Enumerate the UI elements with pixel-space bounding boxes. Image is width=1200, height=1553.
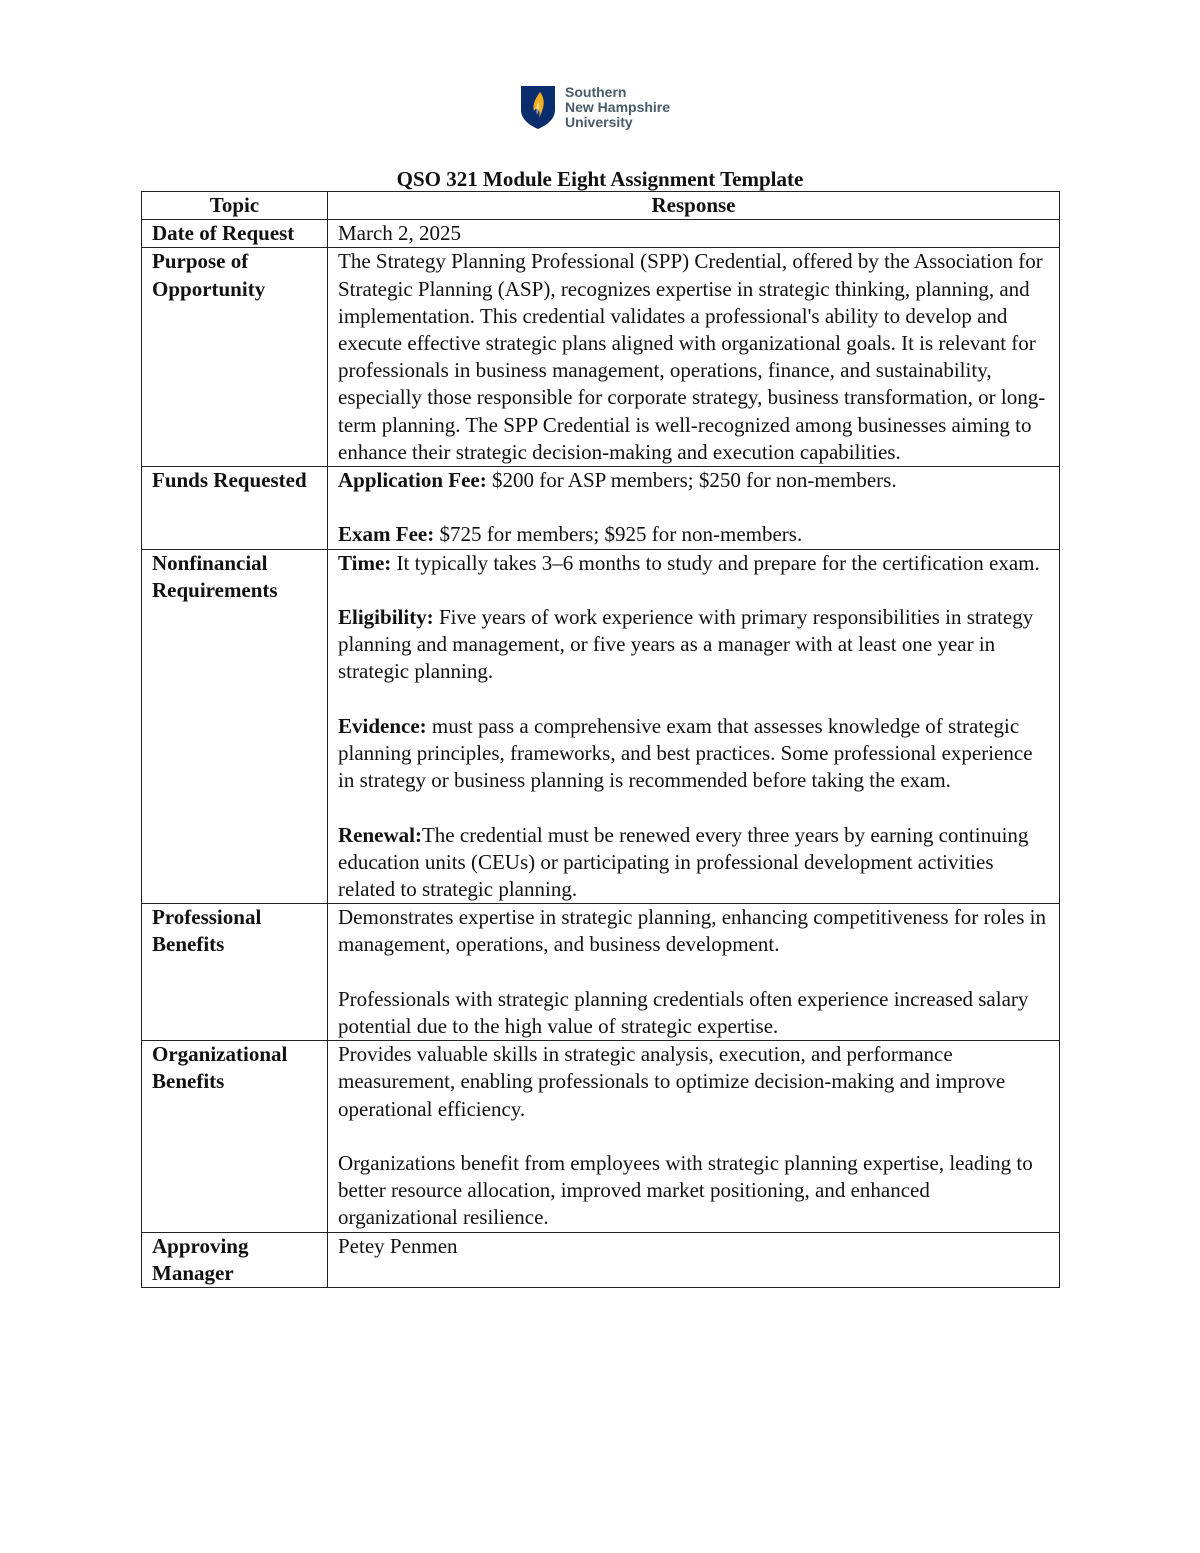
topic-cell: Approving Manager: [142, 1232, 328, 1287]
logo-line-2: New Hampshire: [565, 98, 671, 115]
topic-cell: Date of Request: [142, 220, 328, 248]
snhu-shield-icon: [519, 84, 557, 130]
header-topic: Topic: [142, 192, 328, 220]
university-logo: [519, 84, 670, 130]
response-cell: [328, 467, 1060, 550]
organizational-benefit-2: Organizations benefit from employees with strategic planning expertise, leading to better resource allocation, improved market positioning, and enhanced organizational resilience.: [338, 1151, 1033, 1230]
response-cell: [328, 1041, 1060, 1232]
evidence-label: Evidence:: [338, 713, 427, 738]
eligibility-text: Five years of work experience with primary responsibilities in strategy planning and management, or five years as a manager with at least one year in strategic planning.: [338, 605, 1034, 684]
row-date-of-request: [142, 220, 1060, 248]
professional-benefit-1: Demonstrates expertise in strategic planning, enhancing competitiveness for roles in management, operations, and business development.: [338, 905, 1046, 957]
row-approving-manager: [142, 1232, 1060, 1287]
topic-cell: Nonfinancial Requirements: [142, 549, 328, 904]
header-row: [142, 192, 1060, 220]
exam-fee-label: Exam Fee:: [338, 522, 435, 547]
logo-wordmark: [565, 85, 670, 130]
application-fee-label: Application Fee:: [338, 468, 487, 493]
row-funds-requested: [142, 467, 1060, 550]
topic-cell: Funds Requested: [142, 467, 328, 550]
row-purpose: [142, 248, 1060, 467]
logo-line-1: Southern: [565, 83, 627, 100]
response-cell: March 2, 2025: [328, 220, 1060, 248]
topic-cell: Professional Benefits: [142, 904, 328, 1041]
row-organizational-benefits: [142, 1041, 1060, 1232]
response-cell: [328, 549, 1060, 904]
renewal-label: Renewal:: [338, 822, 422, 847]
response-cell: [328, 904, 1060, 1041]
logo-line-3: University: [565, 113, 633, 130]
topic-cell: Organizational Benefits: [142, 1041, 328, 1232]
header-response: Response: [328, 192, 1060, 220]
eligibility-label: Eligibility:: [338, 605, 434, 630]
assignment-table: [141, 191, 1060, 1288]
row-professional-benefits: [142, 904, 1060, 1041]
row-nonfinancial: [142, 549, 1060, 904]
exam-fee-text: $725 for members; $925 for non-members.: [434, 522, 803, 547]
evidence-text: must pass a comprehensive exam that assesses knowledge of strategic planning principles, frameworks, and best practices. Some professional experience in strategy or business planning is recommended before taking the exam.: [338, 713, 1033, 793]
time-label: Time:: [338, 550, 392, 575]
professional-benefit-2: Professionals with strategic planning credentials often experience increased salary potential due to the high value of strategic expertise.: [338, 986, 1029, 1039]
application-fee-text: $200 for ASP members; $250 for non-members.: [486, 468, 897, 493]
response-cell: Petey Penmen: [328, 1232, 1060, 1287]
organizational-benefit-1: Provides valuable skills in strategic analysis, execution, and performance measurement, enabling professionals to optimize decision-making and improve operational efficiency.: [338, 1042, 1006, 1121]
renewal-text: The credential must be renewed every three years by earning continuing education units (CEUs) or participating in professional development activities related to strategic planning.: [338, 822, 1029, 902]
document-title: QSO 321 Module Eight Assignment Template: [396, 167, 804, 191]
response-cell: The Strategy Planning Professional (SPP) Credential, offered by the Association for Strategic Planning (ASP), recognizes expertise in strategic thinking, planning, and implementation. This credential validates a professional's ability to develop and execute effective strategic plans aligned with organizational goals. It is relevant for professionals in business management, operations, finance, and sustainability, especially those responsible for corporate strategy, business transformation, or long-term planning. The SPP Credential is well-recognized among businesses aiming to enhance their strategic decision-making and execution capabilities.: [328, 248, 1060, 467]
topic-cell: Purpose of Opportunity: [142, 248, 328, 467]
time-text: It typically takes 3–6 months to study and prepare for the certification exam.: [391, 550, 1040, 575]
